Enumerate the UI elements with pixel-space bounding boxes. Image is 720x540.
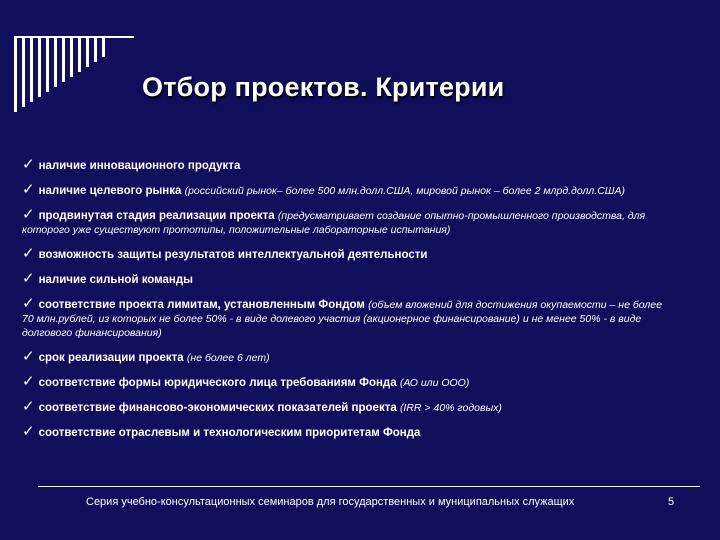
decorative-stripe (78, 36, 81, 72)
criteria-item-10 (22, 425, 662, 440)
criteria-item-4 (22, 247, 662, 262)
criteria-text: срок реализации проекта (38, 352, 184, 364)
criteria-item-3 (22, 208, 662, 237)
decorative-stripe (14, 36, 17, 112)
criteria-item-6 (22, 297, 662, 340)
checkmark-icon: ✓ (22, 348, 35, 365)
decorative-stripes (14, 36, 134, 112)
checkmark-icon: ✓ (22, 398, 35, 415)
criteria-item-2 (22, 183, 662, 198)
checkmark-icon: ✓ (22, 206, 35, 223)
criteria-text: возможность защиты результатов интеллектуальной деятельности (38, 249, 428, 261)
decorative-stripe (38, 36, 41, 97)
criteria-text: продвинутая стадия реализации проекта (38, 210, 275, 222)
criteria-note: (российский рынок– более 500 млн.долл.США, мировой рынок – более 2 млрд.долл.США) (184, 185, 625, 197)
criteria-note: (не более 6 лет) (186, 352, 270, 364)
footer-divider (38, 486, 700, 487)
criteria-item-5 (22, 272, 662, 287)
decorative-stripe (86, 36, 89, 67)
decorative-stripe (30, 36, 33, 102)
criteria-text: соответствие финансово-экономических показателей проекта (38, 402, 397, 414)
criteria-text: наличие сильной команды (38, 274, 194, 286)
criteria-text: наличие целевого рынка (38, 185, 182, 197)
checkmark-icon: ✓ (22, 181, 35, 198)
checkmark-icon: ✓ (22, 423, 35, 440)
slide-title: Отбор проектов. Критерии (142, 72, 505, 102)
criteria-text: соответствие проекта лимитам, установленным Фондом (38, 299, 365, 311)
criteria-note: (предусматривает создание опытно-промышленного производства, для которого уже существуют прототипы, положительные лабораторные испытания) (22, 210, 646, 236)
decorative-stripe (46, 36, 49, 92)
criteria-item-9 (22, 400, 662, 415)
criteria-note: (АО или ООО) (399, 377, 470, 389)
checkmark-icon: ✓ (22, 245, 35, 262)
footer-text: Серия учебно-консультационных семинаров для государственных и муниципальных служащих (86, 496, 575, 508)
decorative-stripe (94, 36, 97, 62)
criteria-text: соответствие формы юридического лица требованиям Фонда (38, 377, 397, 389)
decorative-stripe (70, 36, 73, 77)
decorative-stripe (54, 36, 57, 87)
criteria-item-7 (22, 350, 662, 365)
criteria-item-8 (22, 375, 662, 390)
decorative-stripe (22, 36, 25, 107)
decorative-stripe (62, 36, 65, 82)
criteria-note: (IRR > 40% годовых) (399, 402, 502, 414)
checkmark-icon: ✓ (22, 156, 35, 173)
checkmark-icon: ✓ (22, 373, 35, 390)
criteria-note: (объем вложений для достижения окупаемости – не более 70 млн.рублей, из которых не более 50% - в виде долевого участия (акционерное финансирование) и не менее 50% - в виде долгового финансирования) (22, 299, 662, 339)
checkmark-icon: ✓ (22, 270, 35, 287)
criteria-text: наличие инновационного продукта (38, 160, 241, 172)
page-number: 5 (668, 496, 675, 508)
decorative-stripe (102, 36, 105, 57)
criteria-list (22, 158, 662, 450)
criteria-text: соответствие отраслевым и технологическим приоритетам Фонда (38, 427, 421, 439)
criteria-item-1 (22, 158, 662, 173)
checkmark-icon: ✓ (22, 295, 35, 312)
